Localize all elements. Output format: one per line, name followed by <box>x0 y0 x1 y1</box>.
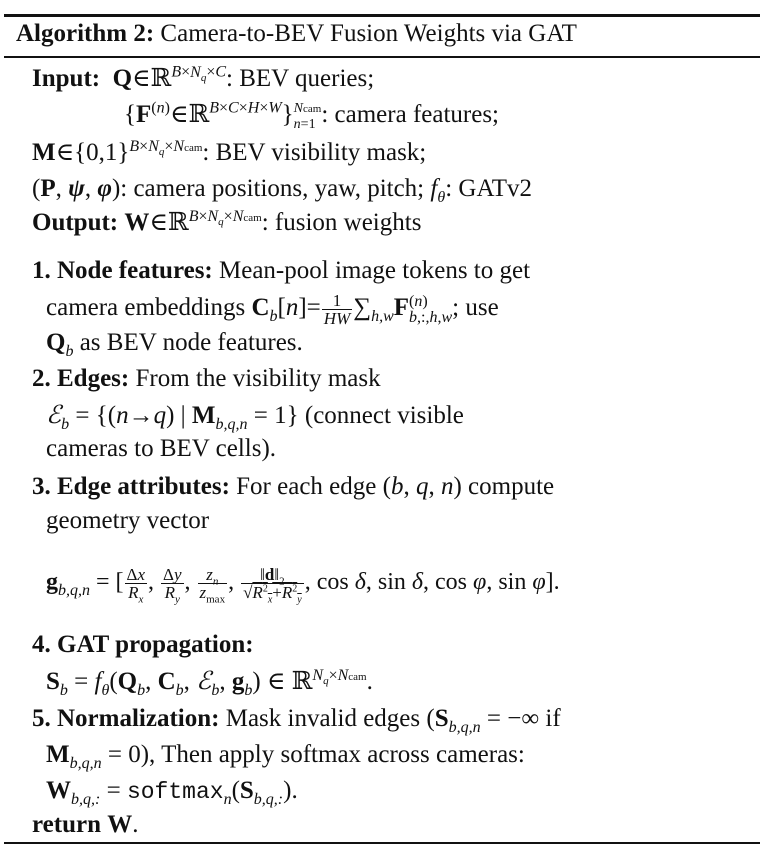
algorithm-caption: Camera-to-BEV Fusion Weights via GAT <box>160 20 577 47</box>
return-period: . <box>132 811 139 838</box>
input-line-3: $M\in\{0,1\}^{B\times N_q\times Ncam}$: BEV visibility mask; <box>32 137 427 166</box>
algorithm-title <box>16 20 577 48</box>
step1-text-2a: camera embeddings <box>46 294 246 322</box>
output-line: Output: W∈ℝ$^{B\times N_q\times Ncam}$: fusion weights <box>32 207 422 236</box>
step1-line-3: $Q_b$ as BEV node features. <box>46 329 303 360</box>
step5-text-1: Mask invalid edges <box>225 705 421 732</box>
step3-text-2: geometry vector <box>46 507 210 534</box>
step3-line-2 <box>46 506 209 536</box>
step5-line-1: 5. Normalization: Mask invalid edges ($S_{b,q,n}$ = −∞ if <box>32 705 561 736</box>
gat-desc: : GATv2 <box>445 175 532 202</box>
input-line-2: $\{F^{(n)}\in ℝ^{B\times C\times H\times W}\}$ Ncam n=1 : camera features; <box>124 99 500 132</box>
step2-label: 2. Edges: <box>32 365 130 392</box>
pose-desc: : camera positions, yaw, pitch; <box>120 175 425 202</box>
step2-line-3 <box>46 434 276 464</box>
step3-text-1b: compute <box>468 473 555 500</box>
step3-text-1: For each edge <box>236 473 377 500</box>
step5-text-2: ), Then apply softmax across cameras: <box>140 741 525 768</box>
input-line-4: (P, ψ, φ): camera positions, yaw, pitch; $f_\theta$: GATv2 <box>32 175 532 206</box>
step3-label: 3. Edge attributes: <box>32 473 230 500</box>
step4-line-1 <box>32 630 254 660</box>
step5-line-3: $W_{b,q,:}$ = $softmax_n(S_{b,q,:})$. <box>46 777 298 808</box>
m-desc: : BEV visibility mask; <box>202 139 427 166</box>
step2-text-3: cameras to BEV cells). <box>46 435 277 462</box>
step2-text-2: (connect visible <box>304 402 464 429</box>
step1-text-3: as BEV node features. <box>79 329 303 356</box>
step1-text-2b: ; use <box>452 294 499 322</box>
top-rule <box>4 14 760 17</box>
return-value: W <box>107 811 133 838</box>
input-line-1: Input: Q∈ℝ$^{B\times N_q\times C}$: BEV queries; <box>32 63 375 92</box>
algorithm-label: Algorithm 2: <box>16 20 155 47</box>
q-desc: : BEV queries; <box>226 65 375 92</box>
step1-text-1: Mean-pool image tokens to get <box>219 257 531 284</box>
step2-line-1 <box>32 364 381 394</box>
return-keyword: return <box>32 811 101 838</box>
title-rule <box>4 56 760 58</box>
softmax-op: softmax <box>126 779 224 805</box>
step5-label: 5. Normalization: <box>32 705 220 732</box>
bottom-rule <box>4 842 760 844</box>
step1-line-2: camera embeddings $C_b[n]=$ $\frac{1}{HW}$ $\sum_{h,w}F$ (n) b,:,h,w ; use <box>46 291 499 328</box>
f-desc: : camera features; <box>321 101 500 128</box>
input-label: Input: <box>32 65 101 92</box>
output-label: Output: <box>32 209 119 236</box>
step4-line-2: $S_b = f_\theta(Q_b$, $C_b$, ℰ$_b$, $g_b$) ∈ ℝ$^{N_q\times Ncam}$. <box>46 666 373 699</box>
geometry-equation: $g_{b,q,n}$ = [ $\frac{\Delta x}{R_x}$ , $\frac{\Delta y}{R_y}$ , $\frac{z_n}{z_{max}}$ , $\frac{‖d‖_2}{√R^2_x+R^2_y}$ , cos δ, sin δ, cos φ, sin φ]. <box>46 565 560 606</box>
step4-label: 4. GAT propagation: <box>32 631 254 658</box>
step5-line-2: $M_{b,q,n} = 0$), Then apply softmax across cameras: <box>46 741 525 772</box>
return-line <box>32 810 138 840</box>
step3-line-1: 3. Edge attributes: For each edge (b, q, n) compute <box>32 473 555 500</box>
step2-line-2: ℰ$_b$ = {(n→q) | $M_{b,q,n} = 1$} (connect visible <box>46 400 464 433</box>
step1-label: 1. Node features: <box>32 257 213 284</box>
step1-line-1 <box>32 256 530 286</box>
w-desc: : fusion weights <box>261 209 422 236</box>
step2-text-1: From the visibility mask <box>135 365 381 392</box>
step5-text-1b: if <box>545 705 561 732</box>
